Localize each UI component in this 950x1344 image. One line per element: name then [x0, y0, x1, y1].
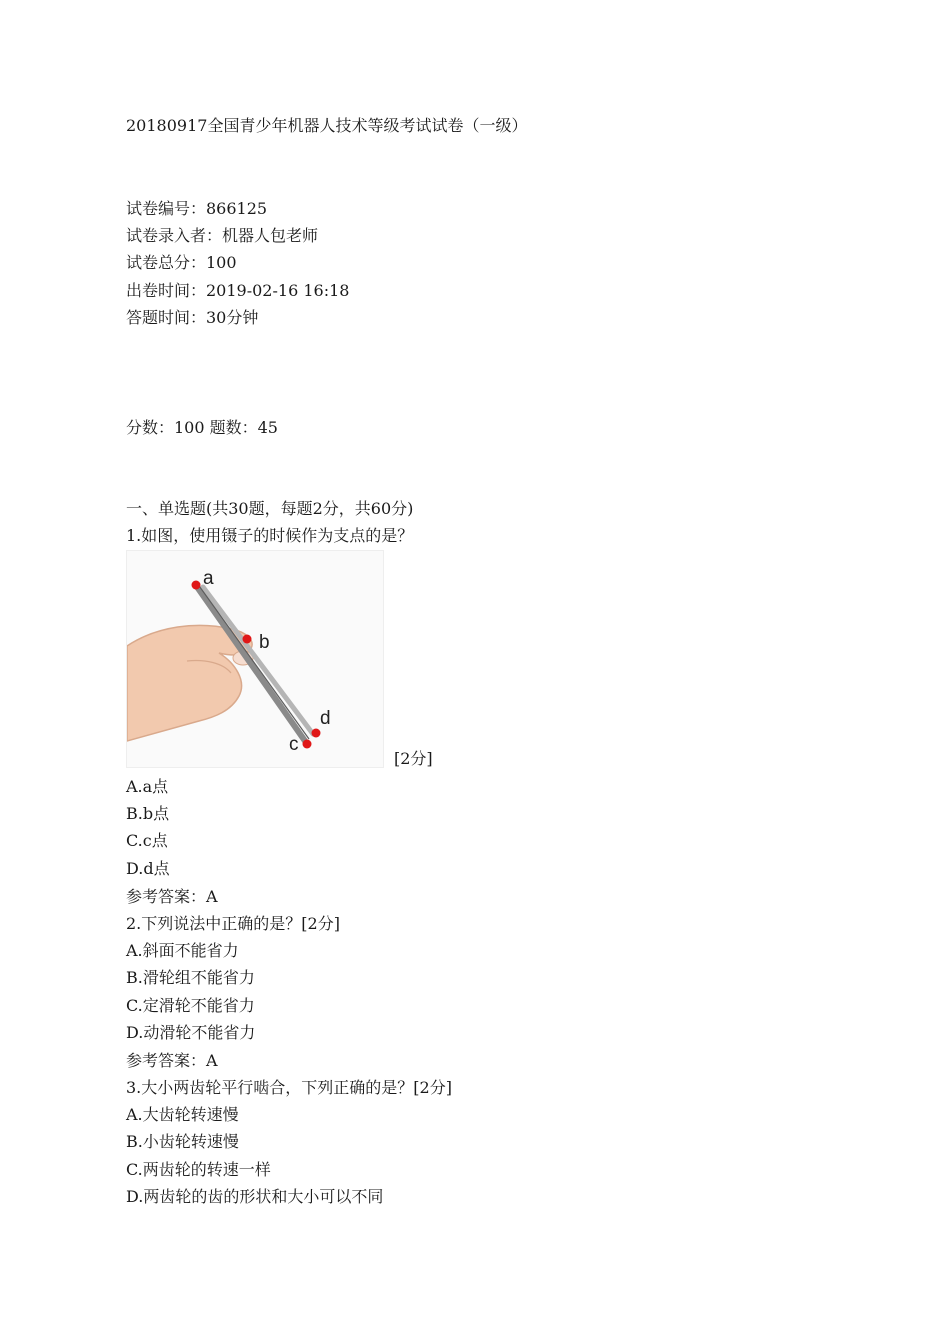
label-c: c	[289, 734, 299, 755]
label-b: b	[259, 632, 270, 653]
point-a-marker	[192, 581, 201, 590]
question-1-figure-row	[126, 550, 433, 768]
question-3-option: B.小齿轮转速慢	[126, 1132, 239, 1151]
point-c-marker	[303, 740, 312, 749]
total-score: 试卷总分：100	[126, 253, 237, 272]
question-3-option: D.两齿轮的齿的形状和大小可以不同	[126, 1187, 384, 1206]
question-1-answer: 参考答案：A	[126, 887, 218, 906]
question-2-option: B.滑轮组不能省力	[126, 968, 255, 987]
question-2-option: A.斜面不能省力	[126, 941, 239, 960]
tweezers-figure	[126, 550, 384, 768]
point-d-marker	[312, 729, 321, 738]
section-heading: 一、单选题(共30题，每题2分，共60分)	[126, 499, 414, 518]
issued-time: 出卷时间：2019-02-16 16:18	[126, 281, 350, 300]
answer-time: 答题时间：30分钟	[126, 308, 259, 327]
question-1-option: B.b点	[126, 804, 170, 823]
question-2-option: C.定滑轮不能省力	[126, 996, 255, 1015]
label-a: a	[203, 568, 214, 589]
question-1-option: C.c点	[126, 831, 168, 850]
point-b-marker	[243, 635, 252, 644]
question-1-stem: 1.如图，使用镊子的时候作为支点的是？	[126, 526, 414, 545]
question-2-option: D.动滑轮不能省力	[126, 1023, 256, 1042]
paper-id: 试卷编号：866125	[126, 199, 268, 218]
question-1-option: D.d点	[126, 859, 170, 878]
question-1-score: [2分]	[394, 749, 433, 768]
label-d: d	[320, 708, 331, 729]
entered-by: 试卷录入者：机器人包老师	[126, 226, 319, 245]
exam-title: 20180917全国青少年机器人技术等级考试试卷（一级）	[126, 116, 528, 135]
tweezers-illustration	[127, 551, 383, 767]
question-3-option: A.大齿轮转速慢	[126, 1105, 239, 1124]
question-3-option: C.两齿轮的转速一样	[126, 1160, 271, 1179]
question-2-answer: 参考答案：A	[126, 1051, 218, 1070]
score-summary: 分数：100 题数：45	[126, 418, 278, 437]
question-1-option: A.a点	[126, 777, 169, 796]
question-3-stem: 3.大小两齿轮平行啮合，下列正确的是？[2分]	[126, 1078, 452, 1097]
question-2-stem: 2.下列说法中正确的是？[2分]	[126, 914, 340, 933]
